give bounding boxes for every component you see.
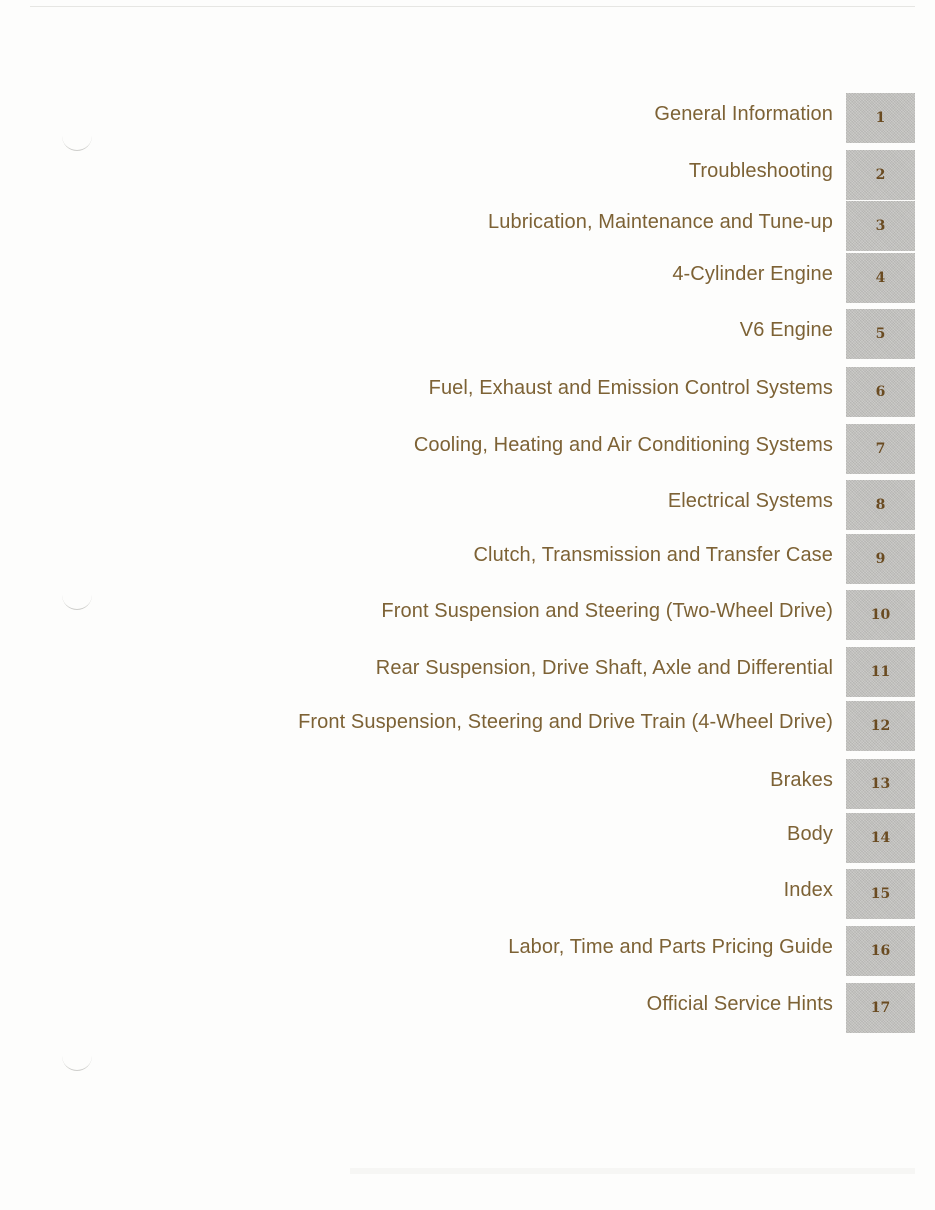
- section-tab[interactable]: [846, 150, 915, 200]
- toc-row-clutch-transmission[interactable]: [0, 534, 935, 584]
- section-title[interactable]: Cooling, Heating and Air Conditioning Systems: [413, 434, 833, 456]
- section-title[interactable]: 4-Cylinder Engine: [672, 263, 833, 285]
- tab-number: 3: [875, 218, 886, 234]
- toc-row-v6-engine[interactable]: [0, 309, 935, 359]
- tab-number: 5: [875, 326, 886, 342]
- section-tab[interactable]: [846, 647, 915, 697]
- tab-number: 14: [870, 830, 891, 846]
- toc-row-front-suspension-2wd[interactable]: [0, 590, 935, 640]
- tab-number: 2: [875, 167, 886, 183]
- section-title[interactable]: Front Suspension and Steering (Two-Wheel Drive): [381, 600, 833, 622]
- tab-number: 13: [870, 776, 891, 792]
- section-tab[interactable]: [846, 869, 915, 919]
- section-title[interactable]: V6 Engine: [739, 319, 833, 341]
- toc-row-brakes[interactable]: [0, 759, 935, 809]
- tab-number: 16: [870, 943, 891, 959]
- section-title[interactable]: Body: [787, 823, 833, 845]
- tab-number: 8: [875, 497, 886, 513]
- toc-row-lubrication[interactable]: [0, 201, 935, 251]
- section-tab[interactable]: [846, 309, 915, 359]
- toc-row-troubleshooting[interactable]: [0, 150, 935, 200]
- tab-number: 10: [870, 607, 891, 623]
- section-title[interactable]: Rear Suspension, Drive Shaft, Axle and Differential: [375, 657, 833, 679]
- section-tab[interactable]: [846, 590, 915, 640]
- section-tab[interactable]: [846, 480, 915, 530]
- section-title[interactable]: Clutch, Transmission and Transfer Case: [473, 544, 833, 566]
- section-title[interactable]: General Information: [654, 103, 833, 125]
- section-tab[interactable]: [846, 759, 915, 809]
- section-tab[interactable]: [846, 93, 915, 143]
- tab-number: 1: [875, 110, 886, 126]
- section-title[interactable]: Brakes: [770, 769, 833, 791]
- toc-row-general-information[interactable]: [0, 93, 935, 143]
- section-tab[interactable]: [846, 813, 915, 863]
- section-tab[interactable]: [846, 534, 915, 584]
- section-title[interactable]: Official Service Hints: [646, 993, 833, 1015]
- tab-number: 9: [875, 551, 886, 567]
- tab-number: 17: [870, 1000, 891, 1016]
- section-tab[interactable]: [846, 926, 915, 976]
- tab-number: 6: [875, 384, 886, 400]
- section-tab[interactable]: [846, 424, 915, 474]
- section-title[interactable]: Front Suspension, Steering and Drive Train (4-Wheel Drive): [298, 711, 833, 733]
- toc-row-official-service-hints[interactable]: [0, 983, 935, 1033]
- toc-row-electrical-systems[interactable]: [0, 480, 935, 530]
- tab-number: 11: [870, 664, 891, 680]
- tab-number: 15: [870, 886, 891, 902]
- tab-number: 7: [875, 441, 886, 457]
- toc-row-index[interactable]: [0, 869, 935, 919]
- section-title[interactable]: Lubrication, Maintenance and Tune-up: [488, 211, 833, 233]
- toc-row-fuel-exhaust[interactable]: [0, 367, 935, 417]
- section-tab[interactable]: [846, 253, 915, 303]
- toc-row-front-suspension-4wd[interactable]: [0, 701, 935, 751]
- section-title[interactable]: Labor, Time and Parts Pricing Guide: [508, 936, 833, 958]
- section-title[interactable]: Fuel, Exhaust and Emission Control Systems: [428, 377, 833, 399]
- section-tab[interactable]: [846, 701, 915, 751]
- toc-row-cooling-heating[interactable]: [0, 424, 935, 474]
- section-title[interactable]: Electrical Systems: [667, 490, 833, 512]
- section-tab[interactable]: [846, 201, 915, 251]
- toc-row-labor-time-parts[interactable]: [0, 926, 935, 976]
- toc-row-4-cylinder-engine[interactable]: [0, 253, 935, 303]
- toc-row-body[interactable]: [0, 813, 935, 863]
- section-tab[interactable]: [846, 367, 915, 417]
- tab-number: 12: [870, 718, 891, 734]
- section-title[interactable]: Troubleshooting: [688, 160, 833, 182]
- tab-number: 4: [875, 270, 886, 286]
- section-tab[interactable]: [846, 983, 915, 1033]
- section-title[interactable]: Index: [783, 879, 833, 901]
- toc-row-rear-suspension[interactable]: [0, 647, 935, 697]
- page-bottom-shade: [350, 1168, 915, 1174]
